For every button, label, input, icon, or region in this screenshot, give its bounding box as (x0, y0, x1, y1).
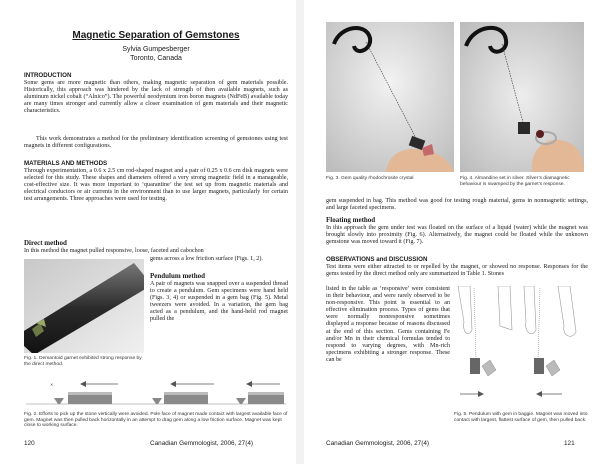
materials-heading: MATERIALS AND METHODS (24, 160, 108, 167)
figure-2-caption: Fig. 2. Efforts to pick up the stone vertically were avoided. Pole face of magnet made contact with largest available face of gem. Magnet was then pulled back horizontally in an attempt to drag gem along a low friction surface. Magnet was kept close to working surface. (24, 412, 288, 429)
author-name: Sylvia Gumpesberger (122, 46, 190, 53)
figure-1-caption: Fig. 1. Demantoid garnet exhibited strong response by the direct method. (24, 356, 142, 367)
direct-method-paragraph-cont: gems across a low friction surface (Figs. 1, 2). (150, 256, 263, 262)
figure-4-caption: Fig. 4. Almandine set in silver. Silver’s diamagnetic behaviour is swamped by the garnet’s response. (460, 176, 570, 187)
right-page (304, 0, 600, 464)
left-journal-footer: Canadian Gemmologist, 2006, 27(4) (150, 440, 254, 447)
introduction-paragraph-1: Some gems are more magnetic than others, making magnetic separation of gem materials possible. Historically, this approach was hindered by the lack of strength of then available magnets, such as aluminum nickel cobalt (“Alnico”). The powerful neodymium iron boron magnets (NdFeB) available today are many times stronger and currently allow a closer examination of gem materials and their magnetic characteristics. (24, 80, 288, 115)
direct-method-heading: Direct method (24, 239, 67, 247)
right-page-number: 121 (564, 440, 575, 447)
figure-5-diagram (454, 286, 586, 410)
page-gutter (296, 0, 304, 464)
introduction-heading: INTRODUCTION (24, 72, 72, 79)
floating-method-heading: Floating method (326, 216, 376, 224)
author-location: Toronto, Canada (130, 55, 182, 62)
observations-paragraph: Test items were either attracted to or repelled by the magnet, or showed no response. Responses for the gems tested by the direct method only are summarized in Table 1. Stones (326, 264, 588, 278)
figure-5-caption: Fig. 5. Pendulum with gem in baggie. Magnet was moved into contact with largest, flattest surface of gem, then pulled back. (454, 412, 588, 423)
magnet-and-garnet-illustration (24, 259, 144, 353)
introduction-paragraph-2: This work demonstrates a method for the preliminary identification screening of gemstones using test magnets in different configurations. (24, 136, 288, 150)
observations-heading: OBSERVATIONS and DISCUSSION (326, 256, 428, 263)
pendulum-with-rhodochrosite-illustration (326, 22, 454, 172)
pendulum-baggie-diagram (454, 286, 586, 410)
left-page (0, 0, 296, 464)
observations-paragraph-cont: listed in the table as ‘responsive’ were consistent in their behaviour, and were rarely observed to be non-responsive. This point is essential to an effective elimination process. Types of gems that were normally nonresponsive sometimes displayed a response because of reasons discussed at the end of this section. Gems containing Fe and/or Mn in their chemical formulas tended to respond to varying degrees, with Mn-rich specimens exhibiting a stronger response. These can be (326, 286, 450, 363)
pendulum-method-continued: gem suspended in bag. This method was good for testing rough material, gems in nonmagnetic settings, and large faceted specimens. (326, 198, 588, 212)
figure-4-photo (460, 22, 584, 172)
left-page-number: 120 (24, 440, 35, 447)
right-journal-footer: Canadian Gemmologist, 2006, 27(4) (326, 440, 430, 447)
svg-text:✕: ✕ (50, 382, 54, 387)
pendulum-with-almandine-ring-illustration (460, 22, 584, 172)
figure-3-caption: Fig. 3. Gem quality rhodochrosite crystal (326, 176, 414, 181)
figure-3-photo (326, 22, 454, 172)
floating-method-paragraph: In this approach the gem under test was floated on the surface of a liquid (water) while the magnet was brought slowly into proximity (Fig. 6). Alternatively, the magnet could be floated while the unknown gemstone was moved toward it (Fig. 7). (326, 225, 588, 246)
pendulum-method-paragraph: A pair of magnets was snapped over a suspended thread to create a pendulum. Gem specimens were hand held (Figs. 3, 4) or suspended in a gem bag (Fig. 5). Metal tweezers were avoided. In a variation, the gem bag acted as a pendulum, and the hand-held rod magnet pulled the (150, 281, 288, 323)
drag-method-diagram (24, 374, 288, 410)
article-title: Magnetic Separation of Gemstones (72, 30, 240, 41)
figure-1-photo (24, 259, 144, 353)
figure-2-diagram (24, 374, 288, 410)
pendulum-method-heading: Pendulum method (150, 272, 206, 280)
materials-paragraph: Through experimentation, a 0.6 x 2.5 cm rod-shaped magnet and a pair of 0.25 x 0.6 cm disk magnets were selected for this study. These shapes and diameters offered a very strong magnetic field in a manageable, cost-effective size. It was more important to ‘quarantine’ the test set up from magnetic materials and electrical conductors or air currents in the environment than to use larger magnets, particularly for certain test arrangements. Three approaches were used for testing. (24, 168, 288, 203)
direct-method-paragraph: In this method the magnet pulled responsive, loose, faceted and cabochon (24, 248, 204, 254)
